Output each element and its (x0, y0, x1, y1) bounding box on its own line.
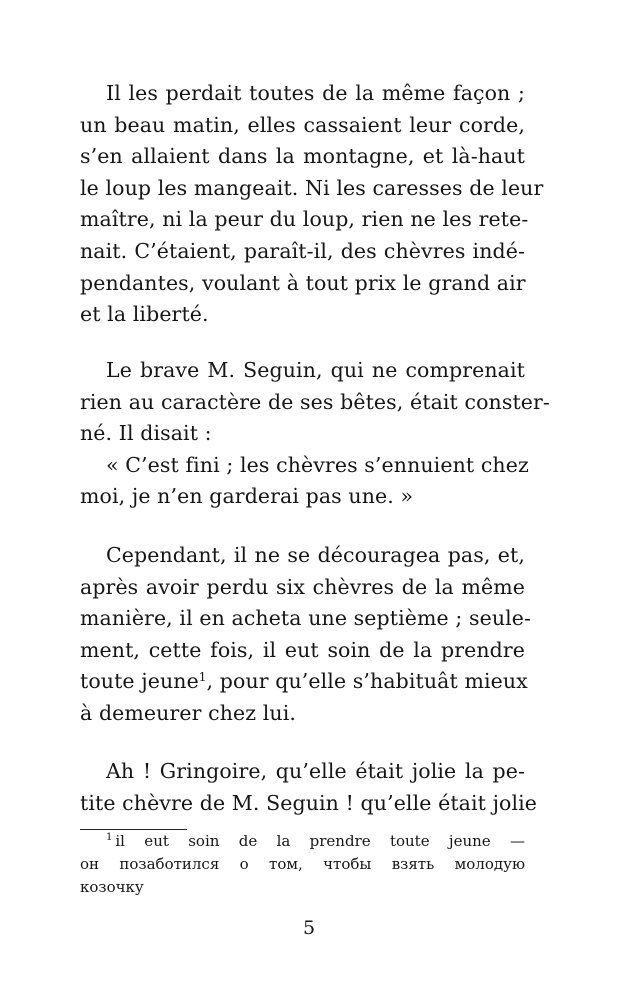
footnote-text: il eut soin de la prendre toute jeune — (115, 832, 525, 850)
text-line: à demeurer chez lui. (80, 700, 296, 725)
text-line: nait. C’étaient, paraît-il, des chèvres indé- (80, 238, 525, 263)
text-line: s’en allaient dans la montagne, et là-haut (80, 144, 525, 169)
footnote-line: он позаботился о том, чтобы взять молодую (80, 855, 525, 873)
text-line: le loup les mangeait. Ni les caresses de leur (80, 175, 544, 200)
footnote-line (80, 830, 525, 853)
text-line: rien au caractère de ses bêtes, était conster- (80, 389, 550, 414)
text-line: Il les perdait toutes de la même façon ; (106, 81, 525, 105)
footnote-reference: 1 (198, 670, 207, 685)
text-line: pendantes, voulant à tout prix le grand air (80, 270, 526, 295)
footnote-marker: 1 (106, 832, 113, 843)
text-line: tite chèvre de M. Seguin ! qu’elle était jolie (80, 790, 538, 815)
text-line: Ah ! Gringoire, qu’elle était jolie la pe- (106, 759, 525, 783)
paragraph-4 (80, 756, 538, 819)
footnote-line: козочку (80, 878, 144, 896)
text-line: Le brave M. Seguin, qui ne comprenait (106, 358, 525, 382)
paragraph-3 (80, 540, 532, 730)
text-line: manière, il en acheta une septième ; seule- (80, 606, 532, 631)
paragraph-1 (80, 78, 544, 331)
text-line: né. Il disait : (80, 421, 212, 446)
text-line: « C’est fini ; les chèvres s’ennuient chez (106, 452, 529, 477)
text-segment: toute jeune (80, 669, 199, 694)
page-number: 5 (302, 917, 316, 939)
text-line: ment, cette fois, il eut soin de la prendre (80, 637, 525, 662)
text-line (80, 666, 528, 698)
paragraph-2 (80, 355, 550, 513)
text-line: et la liberté. (80, 302, 209, 327)
footnote (80, 830, 525, 899)
text-segment: , pour qu’elle s’habituât mieux (206, 669, 528, 694)
text-line: moi, je n’en garderai pas une. » (80, 484, 414, 509)
text-line: un beau matin, elles cassaient leur corde, (80, 112, 525, 137)
text-line: maître, ni la peur du loup, rien ne les rete- (80, 207, 529, 232)
text-line: après avoir perdu six chèvres de la même (80, 574, 525, 599)
text-line: Cependant, il ne se découragea pas, et, (106, 543, 525, 567)
